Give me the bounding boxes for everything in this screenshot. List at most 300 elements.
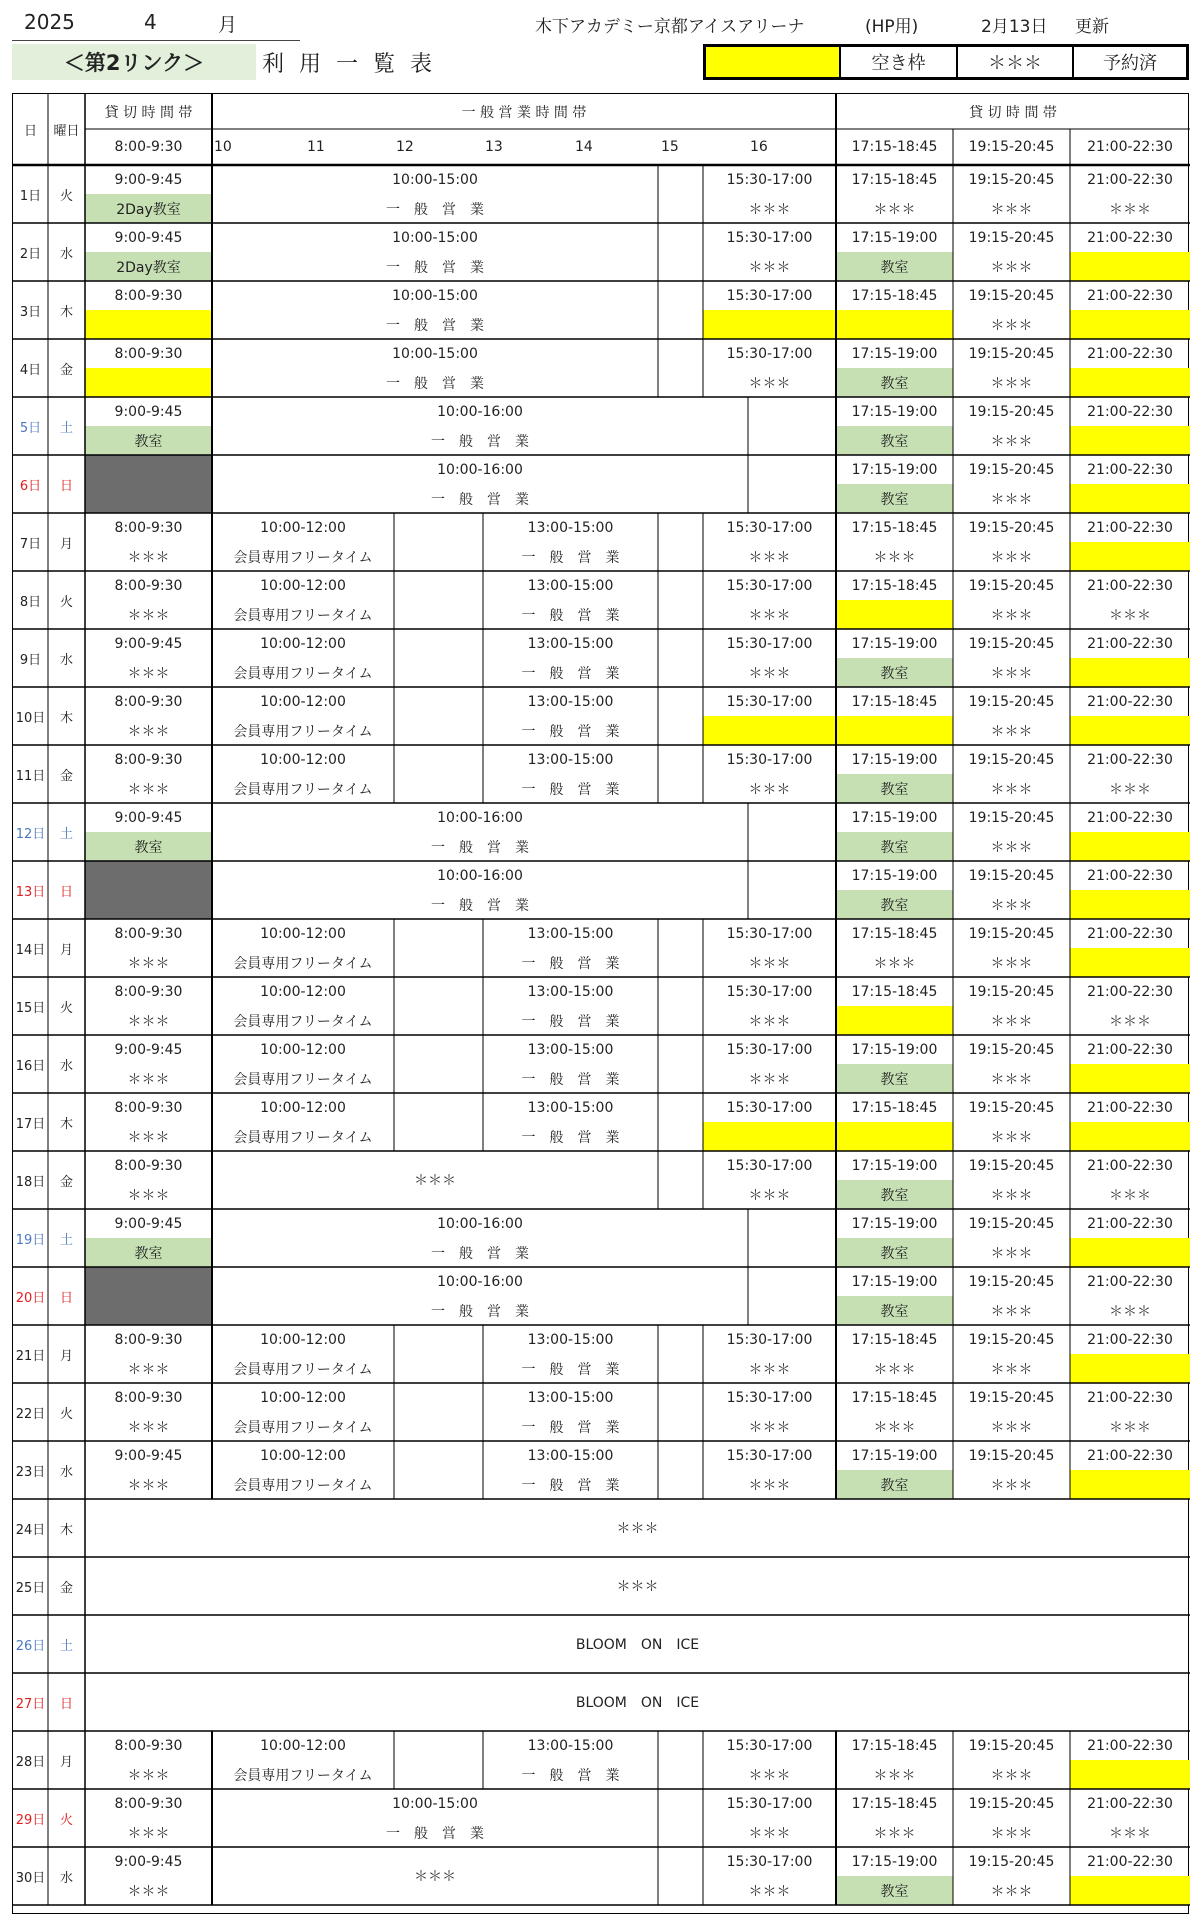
evening-slot-1-status: 教室	[836, 832, 953, 861]
am-slot-time: 8:00-9:30	[114, 925, 183, 942]
day-weekday: 土	[59, 420, 73, 436]
late-slot-status: ＊＊＊	[748, 259, 791, 276]
evening-slot-3-status: ＊＊＊	[1109, 1303, 1151, 1320]
evening-slot-2-status: ＊＊＊	[990, 1767, 1033, 1784]
evening-slot-1-time: 17:15-19:00	[851, 751, 938, 768]
general-label: 一 般 営 業	[431, 1303, 529, 1320]
evening-slot-1-status: 教室	[836, 1180, 953, 1209]
header-hour-11: 11	[307, 139, 325, 155]
free-time-label: 会員専用フリータイム	[233, 665, 373, 682]
day-date: 25日	[15, 1580, 46, 1596]
evening-slot-2-status: ＊＊＊	[990, 955, 1033, 972]
late-slot-time: 15:30-17:00	[726, 1853, 813, 1870]
evening-slot-3-status: ＊＊＊	[1109, 1187, 1151, 1204]
evening-slot-1-time: 17:15-19:00	[851, 635, 938, 652]
free-time-label: 会員専用フリータイム	[233, 781, 373, 798]
late-slot-status: ＊＊＊	[748, 607, 791, 624]
evening-slot-2-time: 19:15-20:45	[968, 171, 1055, 188]
am-slot-status: ＊＊＊	[127, 1825, 170, 1842]
general-label: 一 般 営 業	[431, 839, 529, 856]
evening-slot-2-status: ＊＊＊	[990, 1477, 1033, 1494]
evening-slot-3-time: 21:00-22:30	[1087, 1737, 1173, 1754]
general-time: 13:00-15:00	[527, 635, 614, 652]
free-time-time: 10:00-12:00	[260, 751, 346, 768]
evening-slot-1-time: 17:15-19:00	[851, 461, 938, 478]
evening-slot-3-time: 21:00-22:30	[1087, 1041, 1173, 1058]
evening-slot-3-time: 21:00-22:30	[1087, 983, 1173, 1000]
day-weekday: 金	[59, 362, 73, 378]
legend-available-swatch	[706, 47, 839, 77]
free-time-label: 会員専用フリータイム	[233, 1419, 373, 1436]
late-slot-status: ＊＊＊	[748, 201, 791, 218]
day-weekday: 日	[59, 478, 73, 494]
free-time-label: 会員専用フリータイム	[233, 723, 373, 740]
evening-slot-3-time: 21:00-22:30	[1087, 1273, 1173, 1290]
evening-slot-2-time: 19:15-20:45	[968, 1041, 1055, 1058]
header-general: 一 般 営 業 時 間 帯	[461, 104, 587, 121]
evening-slot-1-status: ＊＊＊	[873, 1361, 916, 1378]
am-slot-status: ＊＊＊	[127, 1361, 170, 1378]
am-slot-status: ＊＊＊	[127, 723, 170, 740]
am-slot-status: 教室	[85, 832, 212, 861]
evening-slot-3-time: 21:00-22:30	[1087, 1795, 1173, 1812]
evening-slot-3-time: 21:00-22:30	[1087, 1215, 1173, 1232]
evening-slot-3-time: 21:00-22:30	[1087, 1389, 1173, 1406]
general-label: 一 般 営 業	[521, 1477, 620, 1494]
general-label: 一 般 営 業	[521, 1767, 620, 1784]
evening-slot-1-time: 17:15-18:45	[851, 1737, 938, 1754]
general-status: ＊＊＊	[414, 1173, 456, 1189]
evening-slot-1-status: 教室	[836, 658, 953, 687]
evening-slot-2-time: 19:15-20:45	[968, 287, 1055, 304]
header-hour-12: 12	[396, 139, 414, 155]
evening-slot-2-status: ＊＊＊	[990, 491, 1033, 508]
late-slot-time: 15:30-17:00	[726, 635, 813, 652]
evening-slot-3-time: 21:00-22:30	[1087, 577, 1173, 594]
evening-slot-1-time: 17:15-19:00	[851, 345, 938, 362]
day-date: 1日	[19, 188, 42, 204]
evening-slot-1-status: 教室	[836, 1064, 953, 1093]
am-slot-status: 2Day教室	[85, 194, 212, 223]
day-date: 23日	[15, 1464, 46, 1480]
header-am-time: 8:00-9:30	[114, 139, 183, 155]
day-date: 13日	[15, 884, 46, 900]
evening-slot-2-time: 19:15-20:45	[968, 345, 1055, 362]
evening-slot-2-time: 19:15-20:45	[968, 1215, 1055, 1232]
evening-slot-2-status: ＊＊＊	[990, 1129, 1033, 1146]
am-slot-status: ＊＊＊	[127, 1013, 170, 1030]
general-label: 一 般 営 業	[521, 1071, 620, 1088]
day-weekday: 月	[59, 942, 73, 958]
free-time-time: 10:00-12:00	[260, 1737, 346, 1754]
evening-slot-2-status: ＊＊＊	[990, 317, 1033, 334]
late-slot-time: 15:30-17:00	[726, 693, 813, 710]
evening-slot-2-status: ＊＊＊	[990, 723, 1033, 740]
general-time: 13:00-15:00	[527, 1099, 614, 1116]
am-slot-time: 9:00-9:45	[114, 403, 183, 420]
evening-slot-2-status: ＊＊＊	[990, 1245, 1033, 1262]
day-date: 10日	[15, 710, 46, 726]
free-time-time: 10:00-12:00	[260, 1331, 346, 1348]
am-slot-time: 8:00-9:30	[114, 287, 183, 304]
late-slot-time: 15:30-17:00	[726, 983, 813, 1000]
evening-slot-1-status: ＊＊＊	[873, 955, 916, 972]
day-weekday: 土	[59, 826, 73, 842]
evening-slot-2-status: ＊＊＊	[990, 1187, 1033, 1204]
day-date: 14日	[15, 942, 46, 958]
evening-slot-2-status: ＊＊＊	[990, 839, 1033, 856]
month: 4	[144, 10, 157, 34]
day-weekday: 水	[59, 246, 73, 262]
day-weekday: 土	[59, 1232, 73, 1248]
hp-note: (HP用)	[865, 17, 919, 37]
general-label: 一 般 営 業	[386, 375, 484, 392]
evening-slot-2-status: ＊＊＊	[990, 549, 1033, 566]
late-slot-time: 15:30-17:00	[726, 1041, 813, 1058]
evening-slot-2-time: 19:15-20:45	[968, 1853, 1055, 1870]
day-date: 27日	[15, 1696, 46, 1712]
header-rental-am: 貸 切 時 間 帯	[104, 104, 193, 121]
evening-slot-1-status: ＊＊＊	[873, 549, 916, 566]
day-weekday: 月	[59, 536, 73, 552]
day-weekday: 土	[59, 1638, 73, 1654]
free-time-label: 会員専用フリータイム	[233, 1477, 373, 1494]
general-label: 一 般 営 業	[521, 1013, 620, 1030]
late-slot-time: 15:30-17:00	[726, 1157, 813, 1174]
day-weekday: 水	[59, 1464, 73, 1480]
late-slot-time: 15:30-17:00	[726, 229, 813, 246]
late-slot-status: ＊＊＊	[748, 1825, 791, 1842]
evening-slot-1-time: 17:15-18:45	[851, 577, 938, 594]
day-date: 7日	[19, 536, 42, 552]
day-date: 5日	[19, 420, 42, 436]
late-slot-time: 15:30-17:00	[726, 171, 813, 188]
day-weekday: 日	[59, 1696, 73, 1712]
day-date: 2日	[19, 246, 42, 262]
evening-slot-2-time: 19:15-20:45	[968, 1099, 1055, 1116]
general-time: 13:00-15:00	[527, 1041, 614, 1058]
evening-slot-3-time: 21:00-22:30	[1087, 461, 1173, 478]
late-slot-time: 15:30-17:00	[726, 925, 813, 942]
general-time: 13:00-15:00	[527, 983, 614, 1000]
evening-slot-3-time: 21:00-22:30	[1087, 171, 1173, 188]
evening-slot-3-time: 21:00-22:30	[1087, 635, 1173, 652]
evening-slot-1-time: 17:15-19:00	[851, 1853, 938, 1870]
header-pm-time-1: 17:15-18:45	[851, 139, 938, 155]
day-weekday: 金	[59, 1174, 73, 1190]
free-time-label: 会員専用フリータイム	[233, 607, 373, 624]
evening-slot-1-time: 17:15-18:45	[851, 925, 938, 942]
day-weekday: 金	[59, 768, 73, 784]
evening-slot-1-time: 17:15-19:00	[851, 229, 938, 246]
evening-slot-2-status: ＊＊＊	[990, 433, 1033, 450]
evening-slot-2-status: ＊＊＊	[990, 375, 1033, 392]
general-time: 10:00-15:00	[392, 229, 478, 246]
general-time: 10:00-16:00	[437, 403, 523, 420]
header-hour-13: 13	[485, 139, 503, 155]
evening-slot-1-time: 17:15-18:45	[851, 171, 938, 188]
full-day-event: BLOOM ON ICE	[575, 1695, 700, 1711]
am-slot-time: 8:00-9:30	[114, 1389, 183, 1406]
day-date: 21日	[15, 1348, 46, 1364]
general-time: 13:00-15:00	[527, 1447, 614, 1464]
day-date: 29日	[15, 1812, 46, 1828]
evening-slot-2-status: ＊＊＊	[990, 1071, 1033, 1088]
general-label: 一 般 営 業	[521, 549, 620, 566]
evening-slot-2-status: ＊＊＊	[990, 1825, 1033, 1842]
evening-slot-1-time: 17:15-19:00	[851, 1447, 938, 1464]
evening-slot-2-status: ＊＊＊	[990, 1013, 1033, 1030]
evening-slot-2-time: 19:15-20:45	[968, 867, 1055, 884]
late-slot-status: ＊＊＊	[748, 549, 791, 566]
year: 2025	[24, 10, 75, 34]
evening-slot-1-time: 17:15-18:45	[851, 1099, 938, 1116]
am-slot-status: ＊＊＊	[127, 781, 170, 798]
am-slot-status: ＊＊＊	[127, 1187, 170, 1204]
day-date: 9日	[19, 652, 42, 668]
evening-slot-2-status: ＊＊＊	[990, 781, 1033, 798]
day-weekday: 火	[59, 188, 73, 204]
header-day: 日	[23, 124, 37, 139]
evening-slot-3-time: 21:00-22:30	[1087, 1853, 1173, 1870]
evening-slot-3-time: 21:00-22:30	[1087, 345, 1173, 362]
day-date: 18日	[15, 1174, 46, 1190]
general-time: 13:00-15:00	[527, 1331, 614, 1348]
general-time: 10:00-16:00	[437, 1215, 523, 1232]
am-slot-status: 2Day教室	[85, 252, 212, 281]
late-slot-time: 15:30-17:00	[726, 1795, 813, 1812]
evening-slot-2-time: 19:15-20:45	[968, 519, 1055, 536]
general-label: 一 般 営 業	[386, 317, 484, 334]
evening-slot-1-time: 17:15-18:45	[851, 287, 938, 304]
am-slot-time: 9:00-9:45	[114, 229, 183, 246]
day-date: 24日	[15, 1522, 46, 1538]
general-time: 13:00-15:00	[527, 1389, 614, 1406]
am-slot-status: ＊＊＊	[127, 549, 170, 566]
am-slot-time: 9:00-9:45	[114, 171, 183, 188]
legend-blocked-label: ＊＊＊	[956, 47, 1072, 77]
late-slot-status: ＊＊＊	[748, 1013, 791, 1030]
evening-slot-1-time: 17:15-19:00	[851, 809, 938, 826]
full-day-event: BLOOM ON ICE	[575, 1637, 700, 1653]
free-time-time: 10:00-12:00	[260, 519, 346, 536]
general-label: 一 般 営 業	[386, 201, 484, 218]
am-slot-time: 8:00-9:30	[114, 519, 183, 536]
general-label: 一 般 営 業	[521, 1129, 620, 1146]
header-hour-10: 10	[214, 139, 232, 155]
evening-slot-1-time: 17:15-18:45	[851, 519, 938, 536]
evening-slot-1-status: 教室	[836, 1470, 953, 1499]
evening-slot-1-status: 教室	[836, 426, 953, 455]
evening-slot-1-time: 17:15-19:00	[851, 867, 938, 884]
am-slot-time: 9:00-9:45	[114, 1215, 183, 1232]
header-pm-time-2: 19:15-20:45	[968, 139, 1055, 155]
header-weekday: 曜日	[53, 124, 80, 139]
evening-slot-2-time: 19:15-20:45	[968, 1737, 1055, 1754]
late-slot-time: 15:30-17:00	[726, 1447, 813, 1464]
general-label: 一 般 営 業	[386, 259, 484, 276]
evening-slot-2-time: 19:15-20:45	[968, 635, 1055, 652]
evening-slot-3-time: 21:00-22:30	[1087, 1447, 1173, 1464]
day-date: 15日	[15, 1000, 46, 1016]
evening-slot-3-time: 21:00-22:30	[1087, 751, 1173, 768]
am-slot-status: ＊＊＊	[127, 1477, 170, 1494]
evening-slot-2-time: 19:15-20:45	[968, 925, 1055, 942]
general-time: 10:00-15:00	[392, 287, 478, 304]
full-day-event: ＊＊＊	[616, 1579, 659, 1595]
day-date: 4日	[19, 362, 42, 378]
am-slot-time: 9:00-9:45	[114, 1853, 183, 1870]
evening-slot-3-time: 21:00-22:30	[1087, 1099, 1173, 1116]
evening-slot-3-time: 21:00-22:30	[1087, 867, 1173, 884]
am-slot-status: ＊＊＊	[127, 1129, 170, 1146]
evening-slot-2-time: 19:15-20:45	[968, 229, 1055, 246]
evening-slot-1-status: 教室	[836, 1238, 953, 1267]
free-time-label: 会員専用フリータイム	[233, 955, 373, 972]
evening-slot-3-status: ＊＊＊	[1109, 1419, 1151, 1436]
day-weekday: 火	[59, 594, 73, 610]
late-slot-time: 15:30-17:00	[726, 287, 813, 304]
day-weekday: 水	[59, 652, 73, 668]
day-weekday: 木	[59, 710, 73, 726]
am-slot-time: 8:00-9:30	[114, 983, 183, 1000]
evening-slot-3-status: ＊＊＊	[1109, 201, 1151, 218]
am-slot-status: ＊＊＊	[127, 955, 170, 972]
am-slot-status: ＊＊＊	[127, 607, 170, 624]
evening-slot-1-time: 17:15-19:00	[851, 1157, 938, 1174]
evening-slot-3-time: 21:00-22:30	[1087, 287, 1173, 304]
evening-slot-3-status: ＊＊＊	[1109, 607, 1151, 624]
evening-slot-3-status: ＊＊＊	[1109, 1013, 1151, 1030]
evening-slot-1-time: 17:15-18:45	[851, 1389, 938, 1406]
day-date: 3日	[19, 304, 42, 320]
late-slot-status: ＊＊＊	[748, 375, 791, 392]
day-weekday: 火	[59, 1812, 73, 1828]
day-weekday: 火	[59, 1000, 73, 1016]
am-slot-time: 8:00-9:30	[114, 345, 183, 362]
evening-slot-3-time: 21:00-22:30	[1087, 519, 1173, 536]
late-slot-status: ＊＊＊	[748, 665, 791, 682]
am-slot-time: 8:00-9:30	[114, 1099, 183, 1116]
day-weekday: 水	[59, 1870, 73, 1886]
header-hour-16: 16	[750, 139, 768, 155]
free-time-label: 会員専用フリータイム	[233, 1767, 373, 1784]
general-time: 13:00-15:00	[527, 519, 614, 536]
free-time-label: 会員専用フリータイム	[233, 1361, 373, 1378]
am-slot-status: ＊＊＊	[127, 1767, 170, 1784]
general-label: 一 般 営 業	[431, 1245, 529, 1262]
late-slot-status: ＊＊＊	[748, 955, 791, 972]
evening-slot-2-time: 19:15-20:45	[968, 1157, 1055, 1174]
day-date: 17日	[15, 1116, 46, 1132]
late-slot-time: 15:30-17:00	[726, 1389, 813, 1406]
evening-slot-2-status: ＊＊＊	[990, 897, 1033, 914]
evening-slot-2-status: ＊＊＊	[990, 1883, 1033, 1900]
am-slot-status: ＊＊＊	[127, 1883, 170, 1900]
evening-slot-1-time: 17:15-19:00	[851, 1041, 938, 1058]
day-date: 26日	[15, 1638, 46, 1654]
free-time-time: 10:00-12:00	[260, 577, 346, 594]
late-slot-status: ＊＊＊	[748, 1767, 791, 1784]
evening-slot-2-time: 19:15-20:45	[968, 461, 1055, 478]
day-weekday: 木	[59, 1522, 73, 1538]
am-slot-time: 8:00-9:30	[114, 693, 183, 710]
late-slot-status: ＊＊＊	[748, 1071, 791, 1088]
general-time: 10:00-16:00	[437, 1273, 523, 1290]
free-time-time: 10:00-12:00	[260, 693, 346, 710]
day-weekday: 月	[59, 1348, 73, 1364]
header-hour-15: 15	[661, 139, 679, 155]
grid-lines	[13, 94, 1190, 1915]
evening-slot-1-time: 17:15-19:00	[851, 403, 938, 420]
am-slot-status: ＊＊＊	[127, 1419, 170, 1436]
general-time: 10:00-16:00	[437, 867, 523, 884]
evening-slot-2-time: 19:15-20:45	[968, 983, 1055, 1000]
late-slot-time: 15:30-17:00	[726, 519, 813, 536]
day-date: 12日	[15, 826, 46, 842]
free-time-time: 10:00-12:00	[260, 1447, 346, 1464]
legend	[703, 44, 1189, 80]
general-time: 13:00-15:00	[527, 751, 614, 768]
evening-slot-3-status: ＊＊＊	[1109, 781, 1151, 798]
am-slot-status: ＊＊＊	[127, 1071, 170, 1088]
general-label: 一 般 営 業	[521, 1419, 620, 1436]
legend-available-label: 空き枠	[839, 47, 956, 77]
evening-slot-2-status: ＊＊＊	[990, 1419, 1033, 1436]
am-slot-time: 8:00-9:30	[114, 1795, 183, 1812]
evening-slot-3-status: ＊＊＊	[1109, 1825, 1151, 1842]
am-slot-time: 8:00-9:30	[114, 1737, 183, 1754]
evening-slot-2-time: 19:15-20:45	[968, 1447, 1055, 1464]
general-label: 一 般 営 業	[431, 491, 529, 508]
evening-slot-3-time: 21:00-22:30	[1087, 403, 1173, 420]
title-underline	[12, 40, 300, 41]
general-time: 10:00-15:00	[392, 171, 478, 188]
general-status: ＊＊＊	[414, 1869, 456, 1885]
day-date: 16日	[15, 1058, 46, 1074]
rink-name: ＜第2リンク＞	[12, 44, 256, 80]
evening-slot-2-status: ＊＊＊	[990, 607, 1033, 624]
am-slot-time: 8:00-9:30	[114, 1157, 183, 1174]
general-time: 10:00-16:00	[437, 809, 523, 826]
sheet-header	[0, 0, 1195, 80]
late-slot-status: ＊＊＊	[748, 1883, 791, 1900]
evening-slot-1-time: 17:15-18:45	[851, 1795, 938, 1812]
evening-slot-2-time: 19:15-20:45	[968, 403, 1055, 420]
general-time: 13:00-15:00	[527, 1737, 614, 1754]
evening-slot-1-status: ＊＊＊	[873, 1825, 916, 1842]
day-date: 28日	[15, 1754, 46, 1770]
general-label: 一 般 営 業	[521, 607, 620, 624]
day-weekday: 日	[59, 1290, 73, 1306]
am-slot-time: 9:00-9:45	[114, 1447, 183, 1464]
evening-slot-2-time: 19:15-20:45	[968, 809, 1055, 826]
day-weekday: 木	[59, 1116, 73, 1132]
evening-slot-2-time: 19:15-20:45	[968, 1795, 1055, 1812]
list-title: 利 用 一 覧 表	[262, 52, 436, 77]
late-slot-status: ＊＊＊	[748, 1361, 791, 1378]
general-label: 一 般 営 業	[521, 723, 620, 740]
header-pm-time-3: 21:00-22:30	[1087, 139, 1173, 155]
general-time: 13:00-15:00	[527, 577, 614, 594]
general-label: 一 般 営 業	[386, 1825, 484, 1842]
am-slot-time: 9:00-9:45	[114, 635, 183, 652]
evening-slot-1-time: 17:15-19:00	[851, 1273, 938, 1290]
day-date: 30日	[15, 1870, 46, 1886]
evening-slot-2-status: ＊＊＊	[990, 1361, 1033, 1378]
general-label: 一 般 営 業	[521, 1361, 620, 1378]
day-date: 8日	[19, 594, 42, 610]
